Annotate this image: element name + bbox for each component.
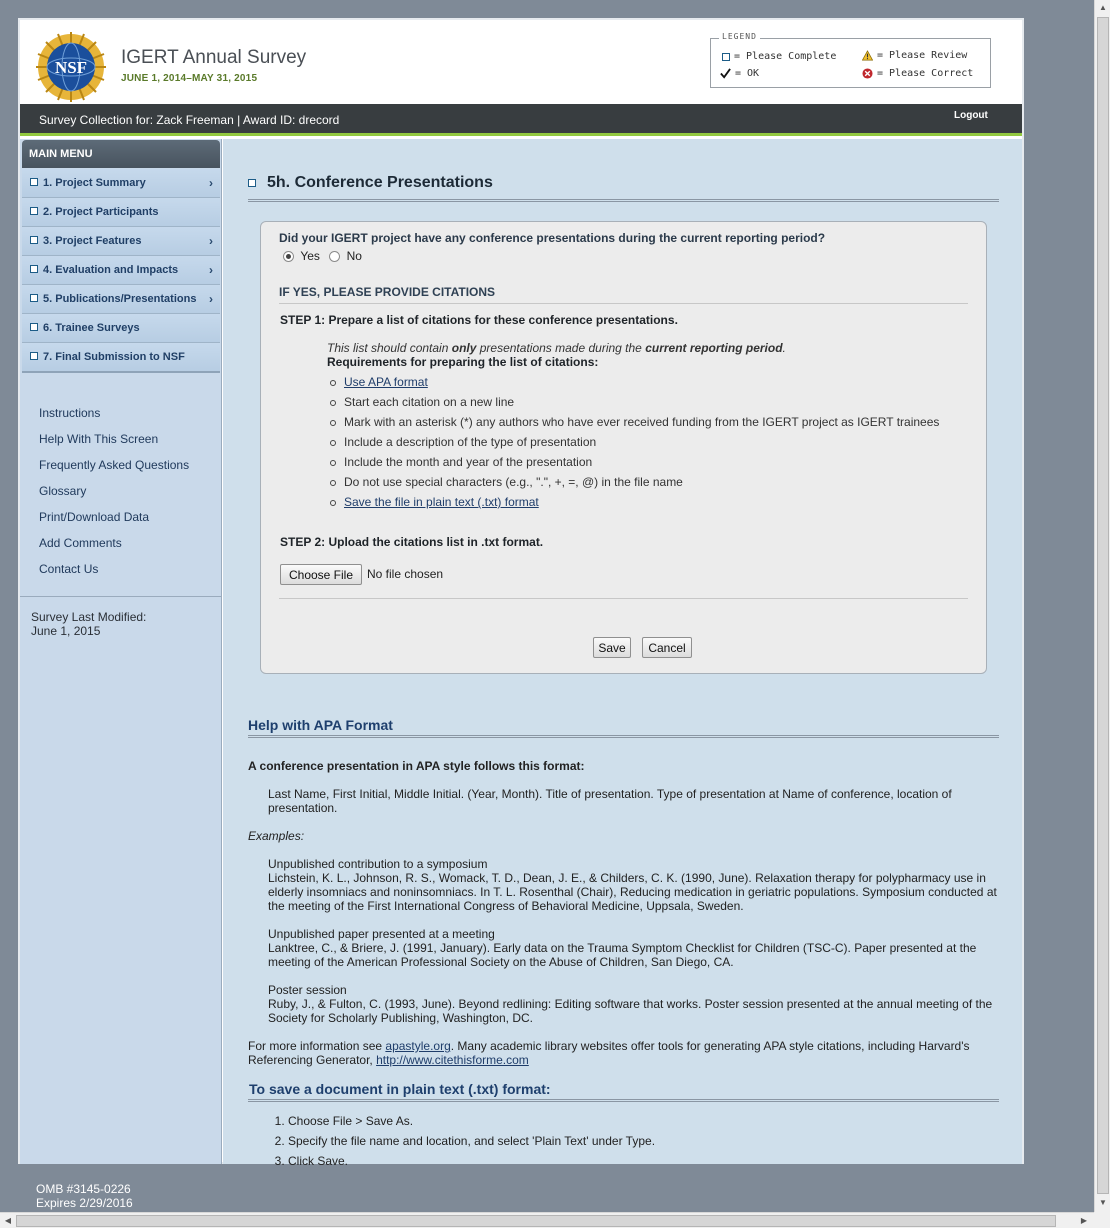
menu-item-project-summary[interactable]: 1. Project Summary › [22,169,220,198]
plain-text-step: 3. Click Save. [288,1154,655,1174]
citethisforme-link[interactable]: http://www.citethisforme.com [376,1053,529,1067]
sidebar-divider [20,596,221,597]
title-rule [248,199,999,202]
example-symposium [268,857,1013,913]
example-citation: Ruby, J., & Fulton, C. (1993, June). Beyond redlining: Editing software that works. Poster session presented at the annual meeting of the Society for Scholarly Publishing, Washington, DC. [268,997,993,1025]
requirement-plain-text [329,495,939,515]
logout-link[interactable]: Logout [954,110,988,121]
last-modified-label: Survey Last Modified: [31,610,147,624]
help-links [39,406,189,588]
scrollbar-corner [1094,1212,1110,1228]
file-status: No file chosen [367,567,444,581]
requirement-item: Include a description of the type of presentation [329,435,939,455]
checkmark-icon [720,68,731,79]
footer [36,1182,133,1210]
scroll-down-icon[interactable]: ▼ [1099,1198,1107,1207]
plain-text-heading: To save a document in plain text (.txt) format: [249,1081,551,1097]
section-title: 5h. Conference Presentations [248,174,493,192]
menu-item-evaluation-impacts[interactable]: 4. Evaluation and Impacts › [22,256,220,285]
example-paper [268,927,1013,969]
example-type: Unpublished contribution to a symposium [268,857,488,871]
link-instructions[interactable]: Instructions [39,406,101,420]
menu-item-project-features[interactable]: 3. Project Features › [22,227,220,256]
legend-please-review: = Please Review [862,50,967,61]
legend-ok: = OK [720,68,759,79]
survey-bar [20,104,1022,136]
requirement-item: Start each citation on a new line [329,395,939,415]
menu-item-trainee-surveys[interactable]: 6. Trainee Surveys [22,314,220,343]
no-label: No [346,249,362,263]
example-type: Poster session [268,983,347,997]
main-content [223,139,1022,1168]
page [18,18,1024,1168]
last-modified-date: June 1, 2015 [31,624,101,638]
no-radio[interactable] [329,251,340,262]
example-poster [268,983,1013,1025]
status-checkbox-icon [30,294,38,302]
example-citation: Lanktree, C., & Briere, J. (1991, January). Early data on the Trauma Symptom Checklist for Children (TSC-C). Paper presented at the meeting of the American Professional Society on the Abuse of Children, San Diego, CA. [268,941,977,969]
logo-text: NSF [54,58,88,77]
step1-text: STEP 1: Prepare a list of citations for these conference presentations. [280,313,678,327]
link-help-with-screen[interactable]: Help With This Screen [39,432,159,446]
apastyle-link[interactable]: apastyle.org [385,1039,451,1053]
menu-item-publications-presentations[interactable]: 5. Publications/Presentations › [22,285,220,314]
plain-text-steps [273,1114,655,1174]
more-info-text: For more information see apastyle.org. Many academic library websites offer tools for generating APA style citations, including Harvard's Referencing Generator, http://www.citethisforme.com [248,1039,970,1067]
requirements-heading: Requirements for preparing the list of citations: [327,355,599,369]
horizontal-scrollbar[interactable] [0,1212,1094,1228]
checkbox-icon [722,53,730,61]
requirement-item: Do not use special characters (e.g., ".", +, =, @) in the file name [329,475,939,495]
status-checkbox-icon [248,179,256,187]
vertical-scrollbar[interactable] [1094,0,1110,1212]
legend-please-correct: = Please Correct [862,68,973,79]
chevron-right-icon: › [209,176,213,190]
main-menu-title: MAIN MENU [22,140,220,168]
save-button[interactable]: Save [593,637,631,658]
examples-label: Examples: [248,829,305,843]
example-type: Unpublished paper presented at a meeting [268,927,495,941]
cancel-button[interactable]: Cancel [642,637,692,658]
chevron-right-icon: › [209,234,213,248]
plain-text-step: 1. Choose File > Save As. [288,1114,655,1134]
legend-please-complete: = Please Complete [722,51,836,62]
sidebar [20,139,222,1164]
status-checkbox-icon [30,323,38,331]
status-checkbox-icon [30,207,38,215]
plain-text-step: 2. Specify the file name and location, and select 'Plain Text' under Type. [288,1134,655,1154]
header [20,20,1022,104]
choose-file-button[interactable]: Choose File [280,564,362,585]
link-add-comments[interactable]: Add Comments [39,536,122,550]
link-print-download[interactable]: Print/Download Data [39,510,150,524]
vertical-scroll-thumb[interactable] [1097,17,1109,1194]
example-citation: Lichstein, K. L., Johnson, R. S., Womack, T. D., Dean, J. E., & Childers, C. K. (1990, June). Relaxation therapy for polypharmacy use in elderly insomniacs and noninsomniacs. In T. L. Rosenthal (Chair), Reducing medication in geriatric populations. Symposium conducted at the meeting of the First International Congress of Behavioral Medicine, Uppsala, Sweden. [268,871,997,913]
question-text: Did your IGERT project have any conference presentations during the current reporting period? [279,231,826,245]
omb-number: OMB #3145-0226 [36,1182,131,1196]
requirement-apa [329,375,939,395]
menu-divider [22,371,220,373]
requirement-item: Include the month and year of the presentation [329,455,939,475]
citations-heading: IF YES, PLEASE PROVIDE CITATIONS [279,285,496,299]
step2-text: STEP 2: Upload the citations list in .txt format. [280,535,544,549]
panel-rule [279,598,968,599]
requirements-list [329,375,939,515]
error-icon [862,68,873,79]
legend-title: LEGEND [719,32,760,41]
status-checkbox-icon [30,236,38,244]
apa-help-heading: Help with APA Format [248,717,393,733]
apa-format-template: Last Name, First Initial, Middle Initial. (Year, Month). Title of presentation. Type of presentation at Name of conference, location of presentation. [268,787,952,815]
apa-format-link[interactable]: Use APA format [344,375,428,389]
status-checkbox-icon [30,265,38,273]
apa-help-rule [248,735,999,738]
status-checkbox-icon [30,178,38,186]
yes-radio[interactable] [283,251,294,262]
chevron-right-icon: › [209,263,213,277]
period-note: This list should contain only presentations made during the current reporting period. [327,341,786,355]
chevron-right-icon: › [209,292,213,306]
warning-icon [862,50,873,61]
menu-item-project-participants[interactable]: 2. Project Participants [22,198,220,227]
link-contact-us[interactable]: Contact Us [39,562,99,576]
nsf-logo [36,32,106,102]
citations-rule [279,303,968,304]
scroll-left-icon[interactable]: ◀ [4,1216,12,1225]
main-menu [22,169,220,372]
link-faq[interactable]: Frequently Asked Questions [39,458,190,472]
scroll-up-icon[interactable]: ▲ [1099,3,1107,12]
status-checkbox-icon [30,352,38,360]
survey-period: JUNE 1, 2014–MAY 31, 2015 [121,73,258,84]
app-title: IGERT Annual Survey [121,47,307,68]
requirement-item: Mark with an asterisk (*) any authors who have ever received funding from the IGERT project as IGERT trainees [329,415,939,435]
survey-collection-info: Survey Collection for: Zack Freeman | Award ID: drecord [39,113,340,127]
yes-label: Yes [300,249,320,263]
yes-no-radio-group [283,249,362,263]
legend [710,32,991,88]
expiry-date: Expires 2/29/2016 [36,1196,133,1210]
apa-format-intro: A conference presentation in APA style follows this format: [248,759,585,773]
horizontal-scroll-thumb[interactable] [16,1215,1056,1227]
plain-text-rule [248,1099,999,1102]
plain-text-format-link[interactable]: Save the file in plain text (.txt) format [344,495,539,509]
link-glossary[interactable]: Glossary [39,484,87,498]
scroll-right-icon[interactable]: ▶ [1080,1216,1088,1225]
citation-form-panel [260,221,987,674]
last-modified [31,610,146,638]
menu-item-final-submission[interactable]: 7. Final Submission to NSF [22,343,220,372]
